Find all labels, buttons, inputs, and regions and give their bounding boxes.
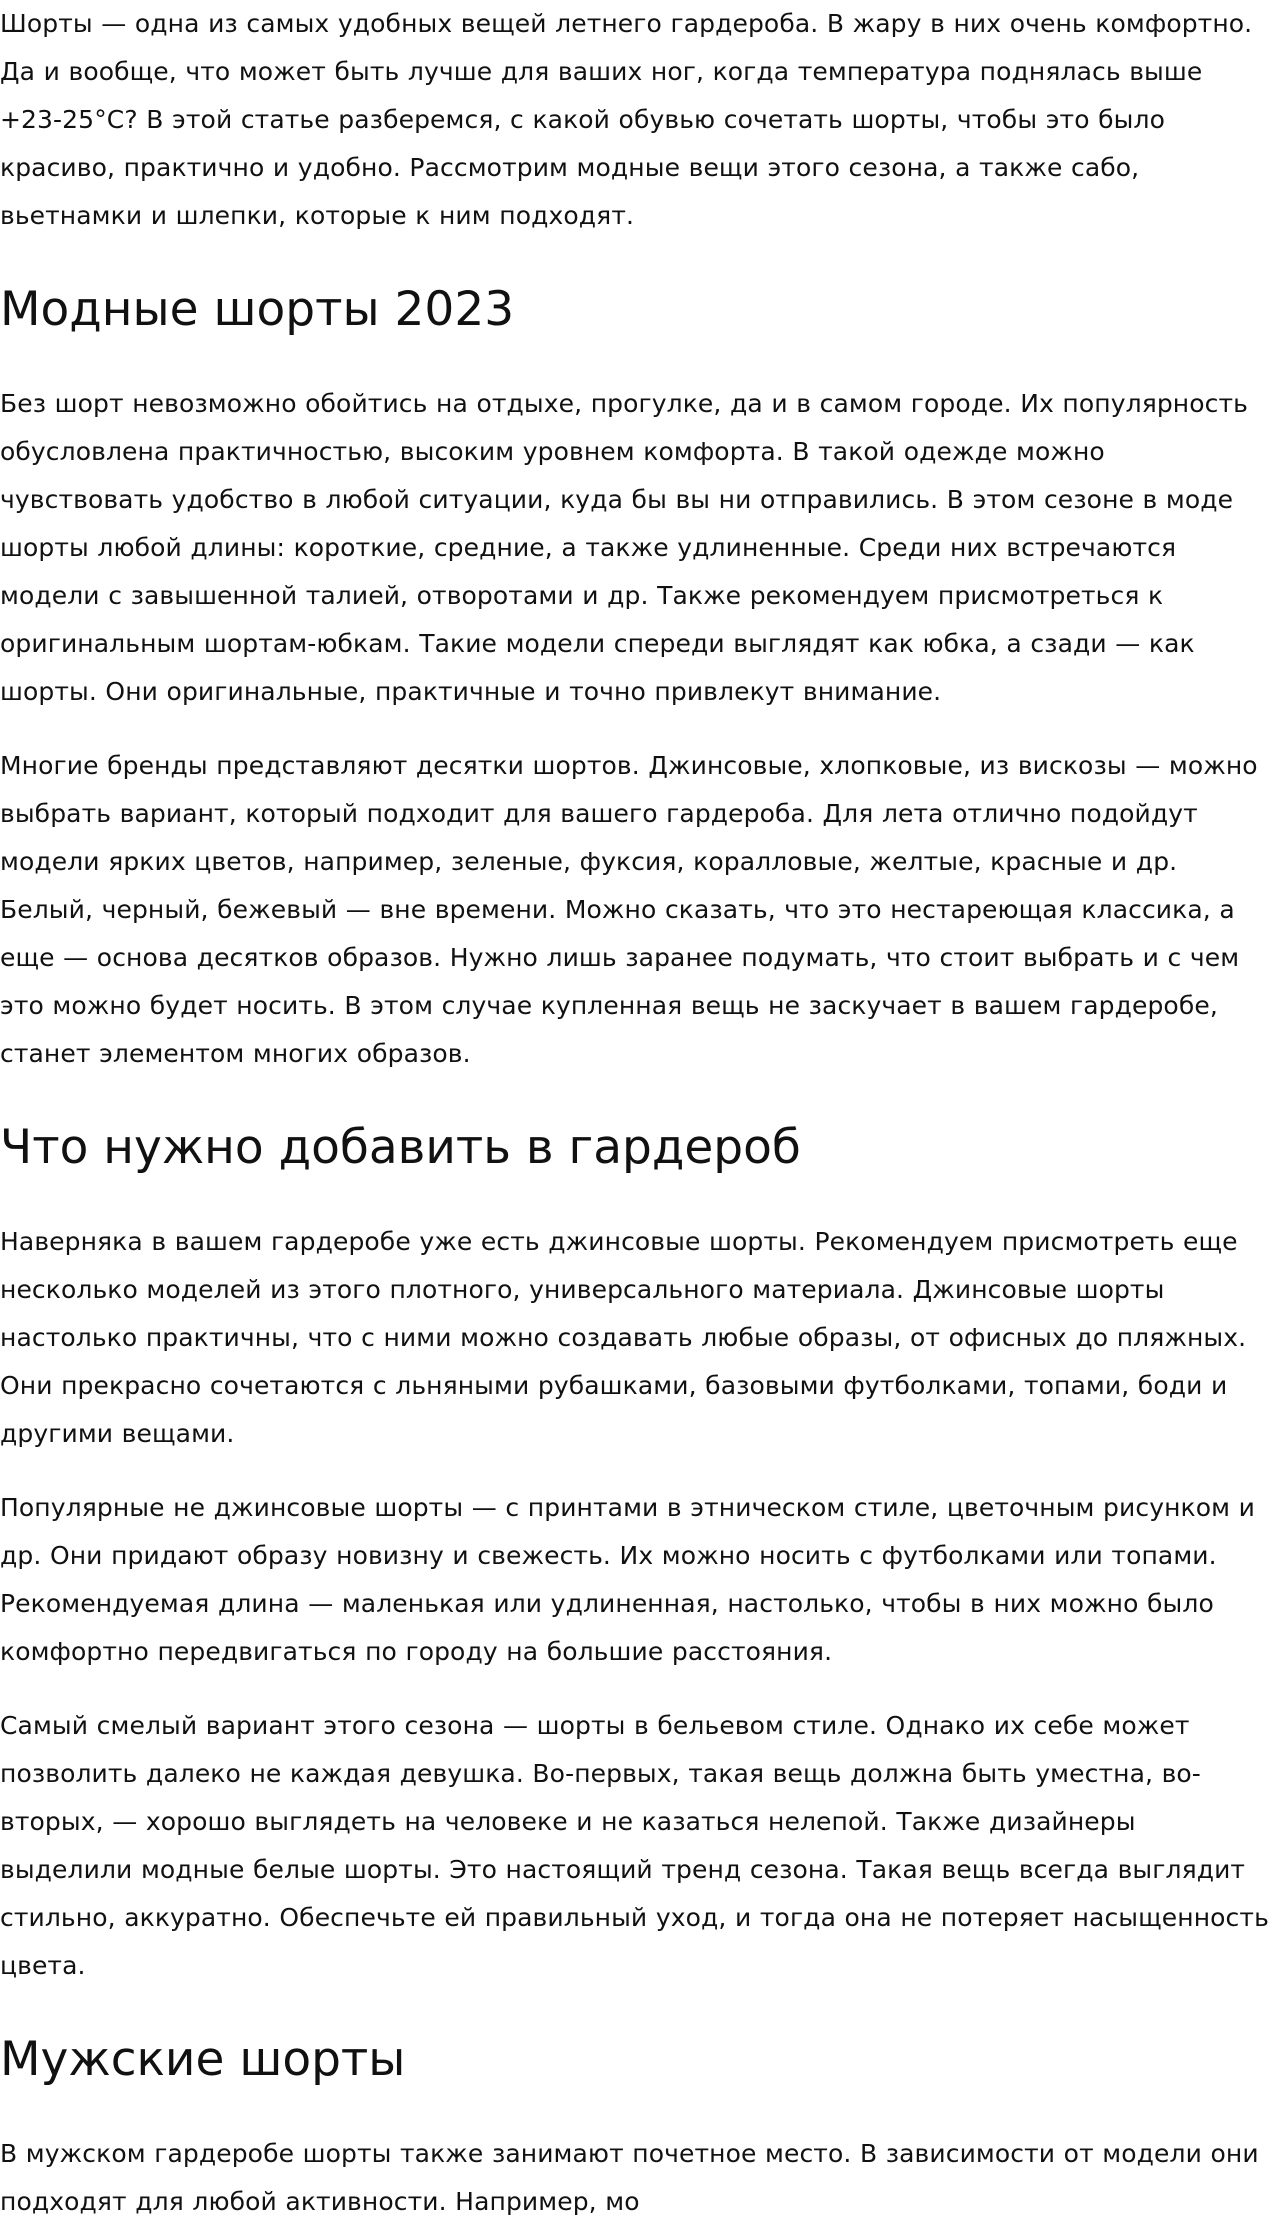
paragraph: В мужском гардеробе шорты также занимают почетное место. В зависимости от модели они подходят для любой активности. Например, мо — [0, 2139, 1259, 2216]
section-heading-mens-shorts: Мужские шорты — [0, 2032, 406, 2087]
paragraph: Наверняка в вашем гардеробе уже есть джинсовые шорты. Рекомендуем присмотреть еще несколько моделей из этого плотного, универсального материала. Джинсовые шорты настолько практичны, что с ними можно создавать любые образы, от офисных до пляжных. Они прекрасно сочетаются с льняными рубашками, базовыми футболками, топами, боди и другими вещами. — [0, 1227, 1247, 1448]
intro-paragraph: Шорты — одна из самых удобных вещей летнего гардероба. В жару в них очень комфортно. Да и вообще, что может быть лучше для ваших ног, когда температура поднялась выше +23-25°C? В этой статье разберемся, с какой обувью сочетать шорты, чтобы это было красиво, практично и удобно. Рассмотрим модные вещи этого сезона, а также сабо, вьетнамки и шлепки, которые к ним подходят. — [0, 9, 1253, 230]
paragraph: Популярные не джинсовые шорты — с принтами в этническом стиле, цветочным рисунком и др. Они придают образу новизну и свежесть. Их можно носить с футболками или топами. Рекомендуемая длина — маленькая или удлиненная, настолько, чтобы в них можно было комфортно передвигаться по городу на большие расстояния. — [0, 1493, 1255, 1666]
paragraph: Многие бренды представляют десятки шортов. Джинсовые, хлопковые, из вискозы — можно выбрать вариант, который подходит для вашего гардероба. Для лета отлично подойдут модели ярких цветов, например, зеленые, фуксия, коралловые, желтые, красные и др. Белый, черный, бежевый — вне времени. Можно сказать, что это нестареющая классика, а еще — основа десятков образов. Нужно лишь заранее подумать, что стоит выбрать и с чем это можно будет носить. В этом случае купленная вещь не заскучает в вашем гардеробе, станет элементом многих образов. — [0, 751, 1258, 1068]
section-heading-fashion-shorts-2023: Модные шорты 2023 — [0, 282, 515, 337]
paragraph: Без шорт невозможно обойтись на отдыхе, прогулке, да и в самом городе. Их популярность обусловлена практичностью, высоким уровнем комфорта. В такой одежде можно чувствовать удобство в любой ситуации, куда бы вы ни отправились. В этом сезоне в моде шорты любой длины: короткие, средние, а также удлиненные. Среди них встречаются модели с завышенной талией, отворотами и др. Также рекомендуем присмотреться к оригинальным шортам-юбкам. Такие модели спереди выглядят как юбка, а сзади — как шорты. Они оригинальные, практичные и точно привлекут внимание. — [0, 389, 1248, 706]
section-heading-wardrobe-additions: Что нужно добавить в гардероб — [0, 1120, 801, 1175]
paragraph: Самый смелый вариант этого сезона — шорты в бельевом стиле. Однако их себе может позволить далеко не каждая девушка. Во-первых, такая вещь должна быть уместна, во-вторых, — хорошо выглядеть на человеке и не казаться нелепой. Также дизайнеры выделили модные белые шорты. Это настоящий тренд сезона. Такая вещь всегда выглядит стильно, аккуратно. Обеспечьте ей правильный уход, и тогда она не потеряет насыщенность цвета. — [0, 1711, 1269, 1980]
